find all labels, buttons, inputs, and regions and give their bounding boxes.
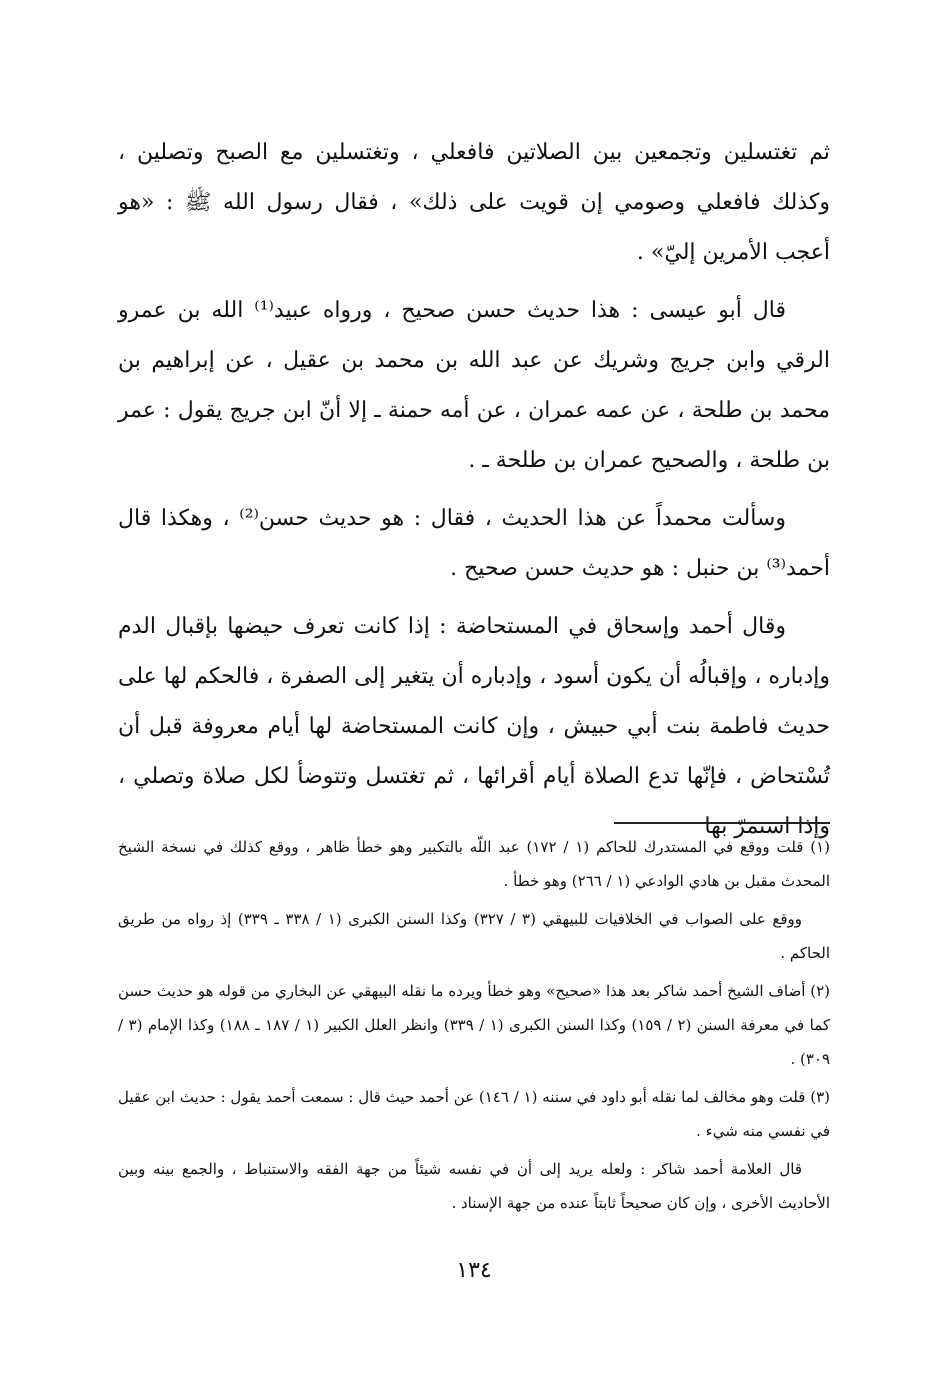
footnote-divider	[614, 822, 830, 824]
main-text	[118, 128, 830, 860]
footnote-3-continuation: قال العلامة أحمد شاكر : ولعله يريد إلى أن في نفسه شيئاً من جهة الفقه والاستنباط ، والجمع بينه وبين الأحاديث الأخرى ، وإن كان صحيحاً ثابتاً عنده من جهة الإسناد .	[118, 1160, 830, 1212]
footnotes	[118, 830, 830, 1224]
footnote-1-continuation: ووقع على الصواب في الخلافيات للبيهقي (٣ / ٣٢٧) وكذا السنن الكبرى (١ / ٣٣٨ ـ ٣٣٩) إذ رواه من طريق الحاكم .	[118, 910, 830, 962]
footnote-1: (١) قلت ووقع في المستدرك للحاكم (١ / ١٧٢) عبد اللّه بالتكبير وهو خطأ ظاهر ، ووقع كذلك في نسخة الشيخ المحدث مقبل بن هادي الوادعي (١ / ٢٦٦) وهو خطأ .	[118, 838, 831, 890]
paragraph-2: قال أبو عيسى : هذا حديث حسن صحيح ، ورواه عبيد⁽¹⁾ الله بن عمرو الرقي وابن جريج وشريك عن عبد الله بن محمد بن عقيل ، عن إبراهيم بن محمد بن طلحة ، عن عمه عمران ، عن أمه حمنة ـ إلا أنّ ابن جريج يقول : عمر بن طلحة ، والصحيح عمران بن طلحة ـ .	[118, 298, 830, 473]
footnote-3: (٣) قلت وهو مخالف لما نقله أبو داود في سننه (١ / ١٤٦) عن أحمد حيث قال : سمعت أحمد يقول : حديث ابن عقيل في نفسي منه شيء .	[118, 1088, 830, 1140]
paragraph-3: وسألت محمداً عن هذا الحديث ، فقال : هو حديث حسن⁽²⁾ ، وهكذا قال أحمد⁽³⁾ بن حنبل : هو حديث حسن صحيح .	[118, 506, 830, 581]
page-number: ١٣٤	[456, 1258, 492, 1283]
paragraph-1: ثم تغتسلين وتجمعين بين الصلاتين فافعلي ، وتغتسلين مع الصبح وتصلين ، وكذلك فافعلي وصومي إن قويت على ذلك» ، فقال رسول الله ﷺ : «هو أعجب الأمرين إليّ» .	[118, 140, 830, 265]
paragraph-4: وقال أحمد وإسحاق في المستحاضة : إذا كانت تعرف حيضها بإقبال الدم وإدباره ، وإقبالُه أن يكون أسود ، وإدباره أن يتغير إلى الصفرة ، فالحكم لها على حديث فاطمة بنت أبي حبيش ، وإن كانت المستحاضة لها أيام معروفة قبل أن تُسْتحاض ، فإنّها تدع الصلاة أيام أقرائها ، ثم تغتسل وتتوضأ لكل صلاة وتصلي ، وإذا استمرّ بها	[118, 614, 830, 839]
footnote-2: (٢) أضاف الشيخ أحمد شاكر بعد هذا «صحيح» وهو خطأ ويرده ما نقله البيهقي عن البخاري من قوله هو حديث حسن كما في معرفة السنن (٢ / ١٥٩) وكذا السنن الكبرى (١ / ٣٣٩) وانظر العلل الكبير (١ / ١٨٧ ـ ١٨٨) وكذا الإمام (٣ / ٣٠٩) .	[118, 982, 831, 1068]
